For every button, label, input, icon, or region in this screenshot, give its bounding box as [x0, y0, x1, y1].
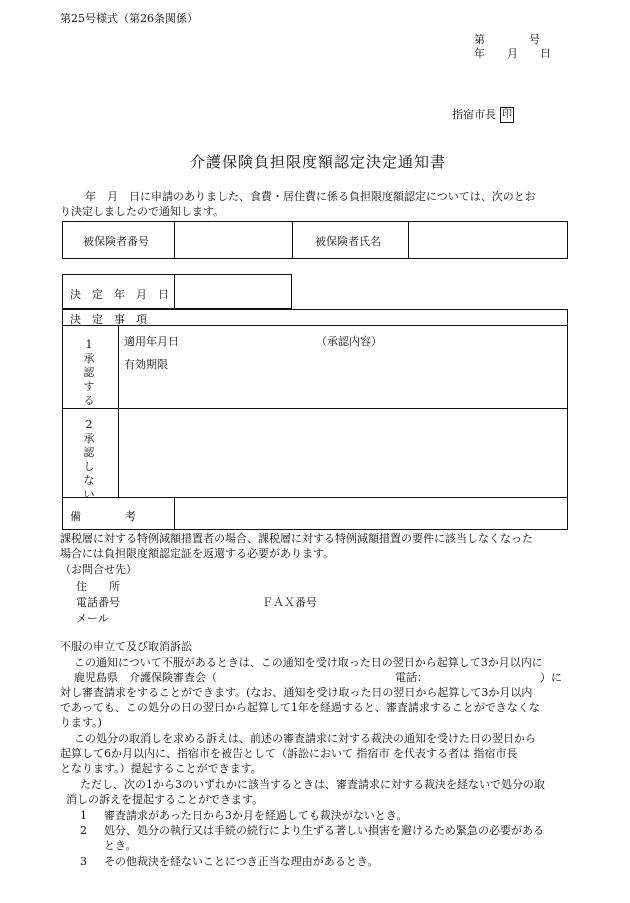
contact-fax-label: ＦＡＸ番号	[262, 596, 317, 609]
issuer-name: 指宿市長	[452, 108, 496, 121]
not-approve-label: 2承認しない	[83, 418, 95, 501]
decision-items-label: 決 定 事 項	[70, 313, 147, 326]
appeal-p2-line-3: となります。）提起することができます。	[60, 762, 262, 775]
approve-field-start-date: 適用年月日	[124, 335, 179, 348]
decision-date-label: 決 定 年 月 日	[70, 288, 169, 301]
exception-item-number: 3	[80, 855, 87, 868]
appeal-p1-line-5: ります。)	[60, 716, 102, 729]
seal-mark: 印	[500, 107, 514, 123]
exception-item-text: 処分、処分の執行又は手続の続行により生ずる著しい損害を避けるため緊急の必要がある	[104, 824, 544, 837]
appeal-p2-line-2: 起算して6か月以内に、指宿市を被告として（訴訟において 指宿市 を代表する者は 指宿市長	[60, 747, 518, 760]
issuer	[452, 107, 514, 123]
contact-heading: （お問合せ先）	[60, 563, 137, 576]
issue-date-label: 年 月 日	[474, 47, 551, 60]
form-number: 第25号様式（第26条関係）	[60, 12, 198, 25]
contact-phone-label: 電話番号	[76, 596, 120, 609]
contact-mail-label: メール	[76, 612, 109, 625]
document-number-label: 第 号	[474, 33, 540, 46]
intro-line-2: り決定しましたので通知します。	[60, 205, 225, 218]
approve-content-label: （承認内容）	[316, 335, 382, 348]
appeal-p1-line-2c: ）に	[540, 671, 562, 684]
exception-item-number: 1	[80, 809, 87, 822]
exception-item-text: とき。	[104, 839, 137, 852]
approve-field-expiry: 有効期限	[124, 358, 168, 371]
appeal-p3-line-1: ただし、次の1から3のいずれかに該当するときは、審査請求に対する裁決を経ないで処分の取	[80, 778, 545, 791]
appeal-p1-line-2a: 鹿児島県 介護保険審査会（	[74, 671, 217, 684]
appeal-p1-line-2b: 電話：	[395, 671, 428, 684]
exception-item-1	[80, 809, 407, 822]
insured-number-label: 被保険者番号	[83, 235, 149, 248]
exception-item-3	[80, 855, 378, 868]
contact-address-label: 住 所	[76, 580, 120, 593]
document-title: 介護保険負担限度額認定決定通知書	[190, 153, 447, 171]
intro-line-1: 年 月 日に申請のありました、食費・居住費に係る負担限度額認定については、次のとお	[85, 190, 536, 203]
notice-line-1: 課税層に対する特例減額措置者の場合、課税層に対する特例減額措置の要件に該当しなくなった	[60, 532, 533, 545]
appeal-p1-line-1: この通知について不服があるときは、この通知を受け取った日の翌日から起算して3か月以内に	[74, 656, 543, 669]
appeal-p2-line-1: この処分の取消しを求める訴えは、前述の審査請求に対する裁決の通知を受けた日の翌日から	[74, 732, 536, 745]
appeal-p1-line-3: 対し審査請求をすることができます。(なお、通知を受け取った日の翌日から起算して3か月以内	[60, 686, 533, 699]
appeal-p1-line-4: であっても、この処分の日の翌日から起算して1年を経過すると、審査請求することができなくな	[60, 701, 540, 714]
exception-item-text: その他裁決を経ないことにつき正当な理由があるとき。	[104, 855, 379, 868]
insured-name-label: 被保険者氏名	[315, 235, 381, 248]
remarks-label: 備 考	[70, 510, 136, 523]
exception-item-2-cont	[80, 839, 137, 852]
appeal-heading: 不服の申立て及び取消訴訟	[60, 640, 192, 653]
exception-item-number: 2	[80, 824, 87, 837]
notice-line-2: 場合には負担限度額認定証を返還する必要があります。	[60, 547, 335, 560]
approve-label: 1承認する	[83, 338, 95, 407]
exception-item-2	[80, 824, 544, 837]
exception-item-text: 審査請求があった日から3か月を経過しても裁決がないとき。	[104, 809, 408, 822]
appeal-p3-line-2: 消しの訴えを提起することができます。	[66, 793, 264, 806]
